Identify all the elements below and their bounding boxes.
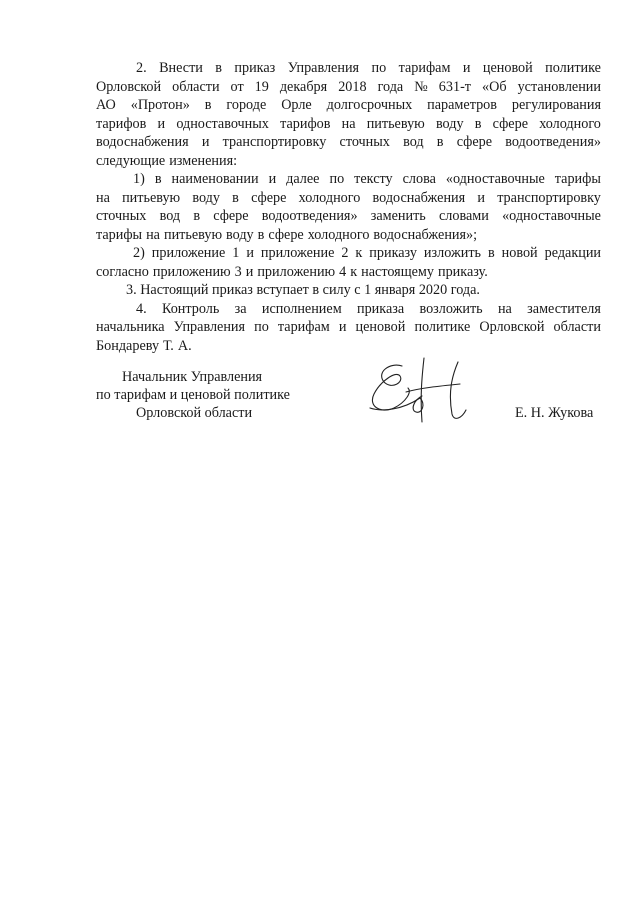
word: Внести <box>159 60 203 76</box>
word: тарифов <box>280 115 331 132</box>
word: в <box>193 208 201 224</box>
item1-line <box>96 189 601 208</box>
word: и <box>462 60 471 76</box>
word: Орловской <box>96 78 162 95</box>
word: приложение <box>151 245 226 261</box>
word: к <box>350 263 358 280</box>
word: и <box>268 171 277 187</box>
word: Т. <box>163 337 174 354</box>
word: декабря <box>279 78 328 95</box>
word: водоснабжения <box>372 189 466 206</box>
word: и <box>245 263 254 280</box>
word: области <box>553 319 601 335</box>
word: «одноставочные <box>445 171 545 187</box>
word: по <box>371 60 387 76</box>
paragraph2-line <box>96 152 601 171</box>
word: «одноставочные <box>502 208 601 224</box>
signatory-name: Е. Н. Жукова <box>515 405 594 421</box>
word: за <box>234 300 247 317</box>
word: параметров <box>427 97 497 113</box>
signatory-title-line2: по тарифам и ценовой политике <box>96 387 290 403</box>
word: в <box>232 189 239 206</box>
paragraph3-line: 3. Настоящий приказ вступает в силу с 1 января 2020 года. <box>126 282 480 298</box>
word: питьевую <box>122 189 181 206</box>
signatory-title-line3: Орловской области <box>136 405 253 421</box>
word: вод <box>159 208 181 224</box>
word: сфере <box>456 134 493 150</box>
paragraph2-line <box>96 59 601 78</box>
word: в <box>474 115 482 132</box>
word: «Протон» <box>130 97 190 113</box>
word: тарифов <box>96 115 147 132</box>
word: воду <box>192 189 220 206</box>
word: наименовании <box>171 171 259 187</box>
word: слова <box>402 171 436 187</box>
word: долгосрочных <box>326 97 413 113</box>
word: Контроль <box>161 300 220 317</box>
word: питьевую <box>163 226 223 243</box>
word: сточных <box>339 134 390 150</box>
word: ценовой <box>355 319 406 335</box>
word: на <box>96 189 110 206</box>
word: в <box>154 171 162 187</box>
word: в <box>204 97 212 113</box>
paragraph2-line <box>96 96 601 115</box>
word: водоотведения» <box>505 134 601 150</box>
word: сфере <box>251 189 287 206</box>
word: тарифам <box>277 319 330 335</box>
item1-line <box>96 207 601 226</box>
word: тарифы <box>554 171 601 187</box>
paragraph4-line <box>96 337 601 356</box>
word: сточных <box>96 208 147 224</box>
word: настоящему <box>361 263 434 280</box>
word: политике <box>545 60 601 76</box>
word: в <box>257 226 265 243</box>
item1-line <box>96 226 601 245</box>
signatory-title-line1: Начальник Управления <box>122 369 263 385</box>
word: установлении <box>517 78 601 95</box>
word: и <box>477 189 485 206</box>
paragraph2-line <box>96 78 601 97</box>
word: редакции <box>544 245 601 261</box>
word: тарифы <box>96 226 143 243</box>
word: вод <box>403 134 424 150</box>
word: заместителя <box>527 300 601 317</box>
handwritten-signature <box>362 352 472 430</box>
word: 4 <box>339 263 347 280</box>
paragraph4-line <box>96 300 601 319</box>
word: приказа <box>357 300 405 317</box>
word: в <box>436 134 444 150</box>
word: 1 <box>232 245 240 261</box>
word: транспортировку <box>497 189 601 206</box>
word: водоотведения» <box>261 208 358 224</box>
word: изменения: <box>169 152 238 169</box>
paragraph2-line <box>96 133 601 152</box>
word: на <box>497 300 512 317</box>
word: сфере <box>268 226 304 243</box>
word: к <box>355 245 363 261</box>
word: приказ <box>234 60 276 76</box>
word: и <box>157 115 166 132</box>
item2-line <box>96 263 601 282</box>
word: начальника <box>96 319 165 335</box>
word: № <box>414 78 428 95</box>
word: 19 <box>254 78 269 95</box>
word: заменить <box>370 208 426 224</box>
word: года <box>377 78 404 95</box>
word: холодного <box>307 226 370 243</box>
word: сфере <box>213 208 249 224</box>
word: в <box>215 60 222 76</box>
word: и <box>201 134 210 150</box>
word: по <box>254 319 269 335</box>
word: далее <box>286 171 320 187</box>
word: согласно <box>96 263 149 280</box>
word: Бондареву <box>96 337 160 354</box>
word: А. <box>177 337 192 354</box>
word: Управления <box>287 60 360 76</box>
word: транспортировку <box>222 134 327 150</box>
word: 2 <box>341 245 349 261</box>
word: ценовой <box>482 60 533 76</box>
word: регулирования <box>511 97 601 113</box>
word: приложению <box>152 263 231 280</box>
word: холодного <box>298 189 361 206</box>
word: 3 <box>234 263 242 280</box>
word: 2. <box>136 60 147 76</box>
item2-line <box>96 244 601 263</box>
word: 1) <box>133 171 145 187</box>
word: приложение <box>260 245 335 261</box>
word: и <box>246 245 254 261</box>
word: по <box>329 171 345 187</box>
word: 4. <box>136 300 147 317</box>
word: 2018 <box>338 78 367 95</box>
word: области <box>172 78 220 95</box>
word: 631-т <box>438 78 471 95</box>
word: 2) <box>133 245 145 261</box>
word: в <box>487 245 495 261</box>
word: новой <box>501 245 538 261</box>
item1-line <box>96 170 601 189</box>
word: словами <box>439 208 489 224</box>
paragraph2-line <box>96 115 601 134</box>
word: воду <box>226 226 254 243</box>
word: политике <box>414 319 471 335</box>
word: тексту <box>354 171 393 187</box>
word: одноставочных <box>176 115 269 132</box>
word: и <box>338 319 347 335</box>
word: питьевую <box>366 115 425 132</box>
document-body <box>96 59 601 355</box>
word: на <box>341 115 356 132</box>
word: исполнением <box>261 300 342 317</box>
word: воду <box>435 115 464 132</box>
word: Орловской <box>479 319 545 335</box>
word: тарифам <box>398 60 451 76</box>
word: сфере <box>492 115 528 132</box>
paragraph4-line <box>96 318 601 337</box>
word: возложить <box>419 300 483 317</box>
word: на <box>146 226 160 243</box>
word: Орле <box>281 97 312 113</box>
word: водоснабжения <box>96 134 189 150</box>
word: изложить <box>423 245 482 261</box>
word: «Об <box>482 78 507 95</box>
word: приложению <box>257 263 336 280</box>
word: холодного <box>539 115 601 132</box>
word: водоснабжения»; <box>373 226 478 243</box>
word: городе <box>226 97 267 113</box>
word: следующие <box>96 152 166 169</box>
word: АО <box>96 97 116 113</box>
word: Управления <box>173 319 246 335</box>
word: приказу. <box>437 263 488 280</box>
word: приказу <box>369 245 417 261</box>
word: от <box>230 78 244 95</box>
